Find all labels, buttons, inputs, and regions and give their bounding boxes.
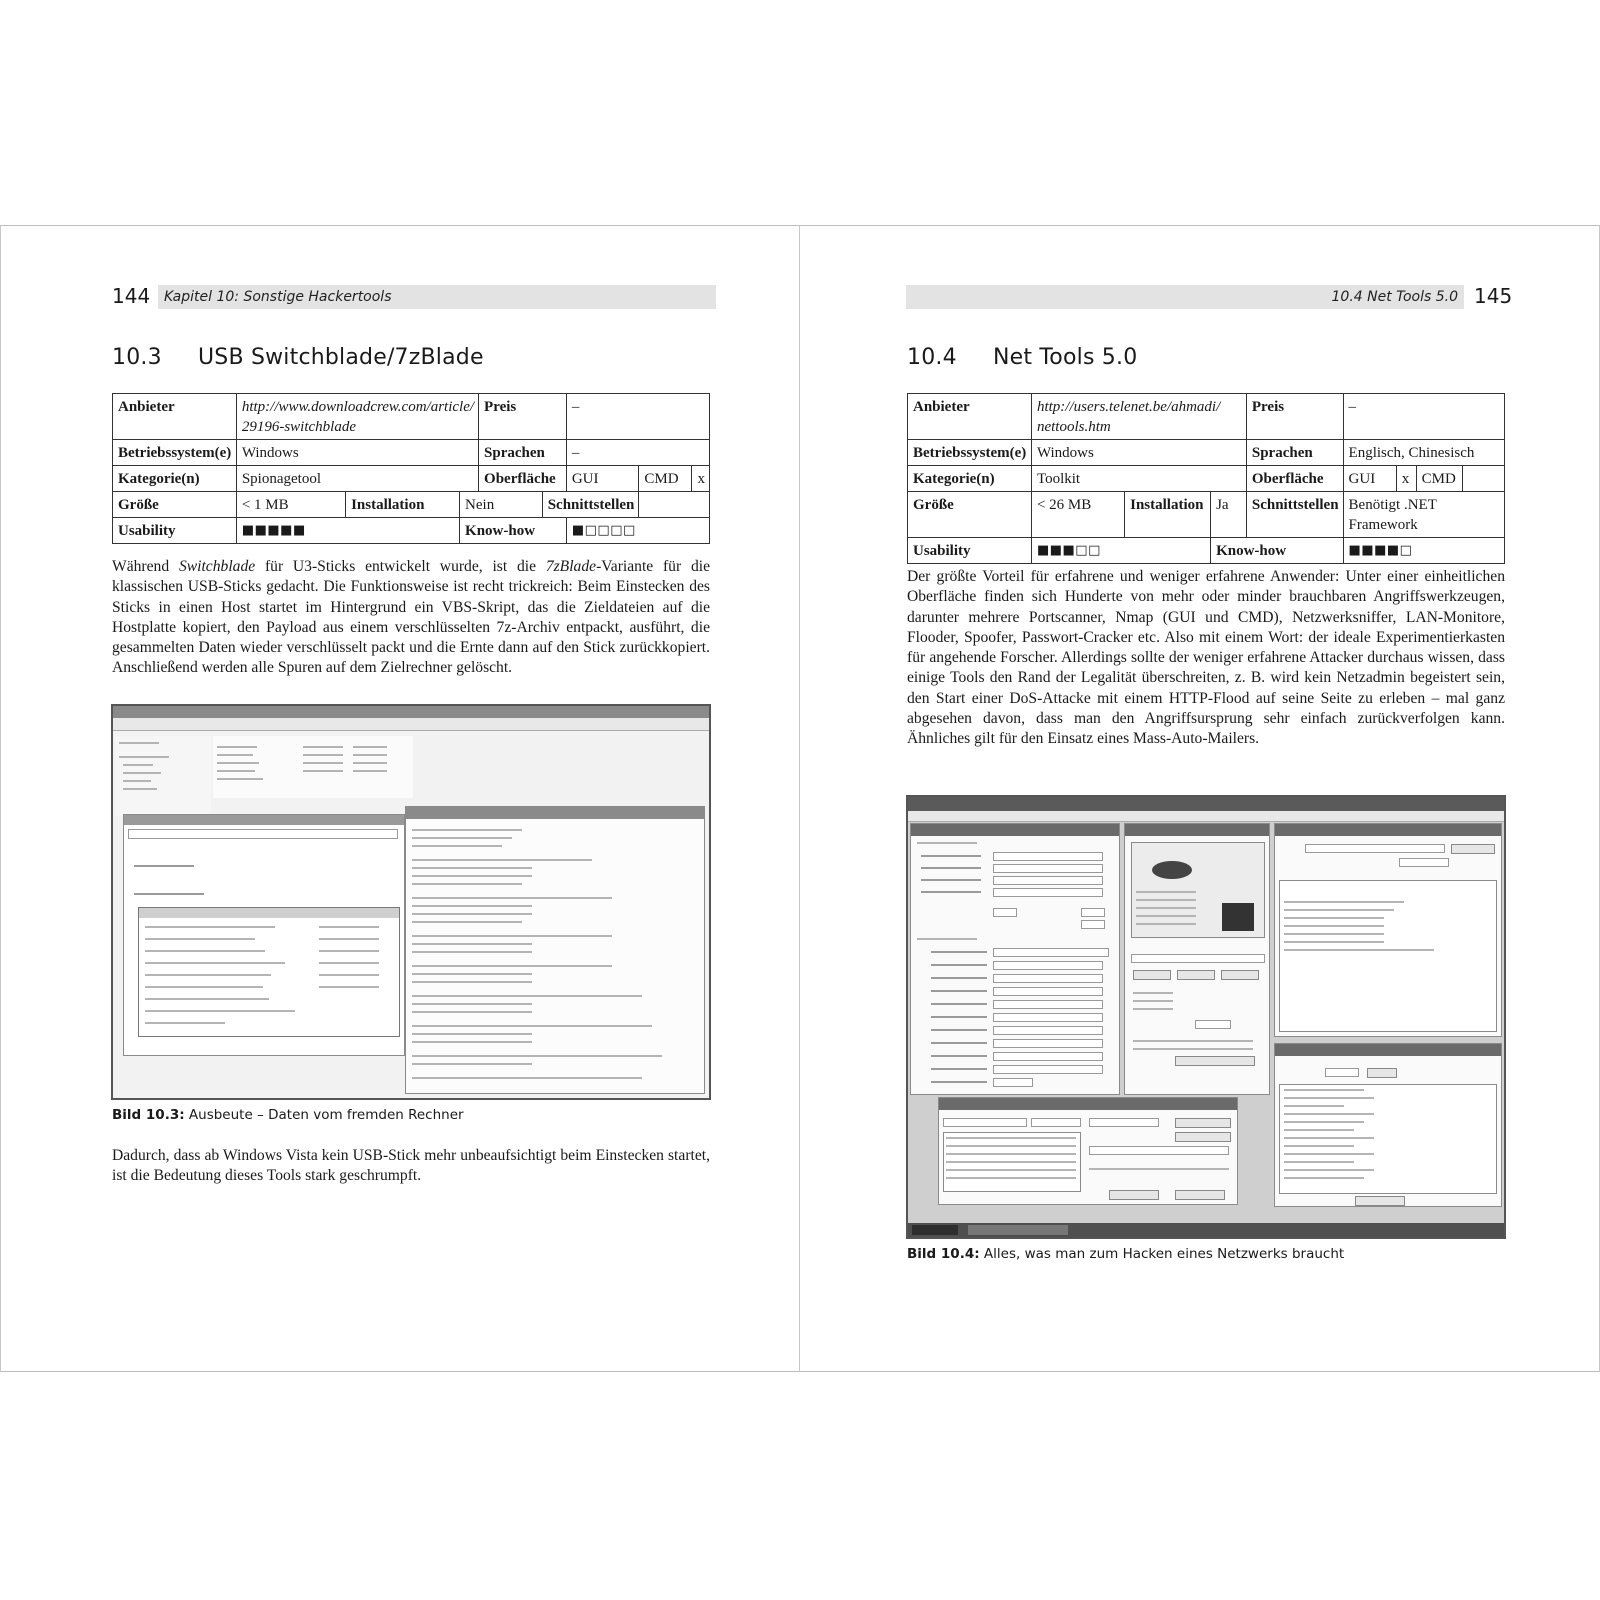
value-sprachen: –: [566, 440, 709, 466]
running-header-left: [112, 283, 716, 309]
whois-mx-panel: [1274, 823, 1502, 1037]
browser-window: [123, 814, 405, 1056]
label-anbieter: Anbieter: [908, 394, 1032, 440]
section-title: USB Switchblade/7zBlade: [198, 345, 484, 370]
explorer-sidebar: [115, 736, 211, 816]
nettools-menubar: [908, 811, 1504, 822]
value-schnittstellen: Benötigt .NET Framework: [1343, 492, 1504, 538]
packet-generator-panel: [938, 1097, 1238, 1205]
label-preis: Preis: [479, 394, 567, 440]
explorer-file-list: [213, 736, 413, 798]
label-installation: Installation: [1125, 492, 1211, 538]
label-betriebssystem: Betriebssystem(e): [908, 440, 1032, 466]
anbieter-url[interactable]: http://www.downloadcrew.com/article/ 29196-switchblade: [236, 394, 478, 440]
screenshot-figure-10-3: [111, 704, 711, 1100]
value-groesse: < 1 MB: [236, 492, 345, 518]
taskbar: [908, 1223, 1504, 1237]
label-schnittstellen: Schnittstellen: [542, 492, 639, 518]
label-groesse: Größe: [908, 492, 1032, 538]
value-usability: ■■■□□: [1031, 538, 1210, 564]
tool-info-table: [112, 393, 710, 544]
label-knowhow: Know-how: [1211, 538, 1343, 564]
screenshot-figure-10-4: [906, 795, 1506, 1239]
value-preis: –: [1343, 394, 1504, 440]
label-usability: Usability: [113, 518, 237, 544]
label-betriebssystem: Betriebssystem(e): [113, 440, 237, 466]
value-knowhow: ■■■■□: [1343, 538, 1504, 564]
label-kategorie: Kategorie(n): [113, 466, 237, 492]
mass-visit-panel: [1124, 823, 1270, 1095]
value-preis: –: [566, 394, 709, 440]
value-installation: Nein: [460, 492, 543, 518]
tool-info-table: [907, 393, 1505, 564]
right-page: [800, 225, 1599, 1372]
label-cmd: CMD: [639, 466, 692, 492]
value-groesse: < 26 MB: [1031, 492, 1124, 538]
label-schnittstellen: Schnittstellen: [1246, 492, 1343, 538]
section-heading: [112, 345, 484, 370]
paragraph-vista: Dadurch, dass ab Windows Vista kein USB-Stick mehr unbeaufsichtigt beim Einstecken startet, ist die Bedeutung dieses Tools stark geschrumpft.: [112, 1147, 710, 1185]
tcpip-config-panel: [910, 823, 1120, 1095]
value-cmd: [1462, 466, 1504, 492]
port-list-panel: [1274, 1043, 1502, 1207]
label-kategorie: Kategorie(n): [908, 466, 1032, 492]
figure-caption-10-3: Bild 10.3: Ausbeute – Daten vom fremden Rechner: [112, 1107, 464, 1123]
label-installation: Installation: [346, 492, 460, 518]
running-header-right: [906, 283, 1513, 309]
label-sprachen: Sprachen: [479, 440, 567, 466]
explorer-titlebar: [113, 706, 709, 718]
value-gui: x: [1396, 466, 1416, 492]
label-gui: GUI: [1343, 466, 1396, 492]
label-usability: Usability: [908, 538, 1032, 564]
label-knowhow: Know-how: [460, 518, 567, 544]
running-head-title: Kapitel 10: Sonstige Hackertools: [158, 285, 716, 309]
figure-caption-10-4: Bild 10.4: Alles, was man zum Hacken eines Netzwerks braucht: [907, 1246, 1345, 1262]
value-betriebssystem: Windows: [1031, 440, 1246, 466]
section-number: 10.3: [112, 345, 162, 370]
label-oberflaeche: Oberfläche: [479, 466, 567, 492]
section-number: 10.4: [907, 345, 957, 370]
label-oberflaeche: Oberfläche: [1246, 466, 1343, 492]
editor-window: [405, 806, 705, 1094]
left-page: [0, 225, 799, 1372]
value-schnittstellen: [639, 492, 710, 518]
value-cmd: x: [692, 466, 710, 492]
value-betriebssystem: Windows: [236, 440, 478, 466]
section-title: Net Tools 5.0: [993, 345, 1138, 370]
label-sprachen: Sprachen: [1246, 440, 1343, 466]
page-number: 144: [112, 284, 151, 308]
paragraph-switchblade: Während Switchblade für U3-Sticks entwickelt wurde, ist die 7zBlade-Variante für die klassischen USB-Sticks gedacht. Die Funktionsweise ist recht trickreich: Beim Einstecken des Sticks in einen Host startet im Hintergrund ein VBS-Skript, das die Zieldateien auf die Hostplatte kopiert, den Payload aus einem verschlüsselten 7z-Archiv entpackt, ausführt, die gesammelten Daten wieder verschlüsselt packt und die Ernte dann auf den Stick zurückkopiert. Anschließend werden alle Spuren auf dem Zielrechner gelöscht.: [112, 558, 711, 677]
explorer-menubar: [113, 718, 709, 731]
paragraph-nettools: Der größte Vorteil für erfahrene und weniger erfahrene Anwender: Unter einer einheitlichen Oberfläche finden sich Hunderte von mehr oder minder brauchbaren Angriffswerkzeugen, darunter mehrere Portscanner, Nmap (GUI und CMD), Netzwerksniffer, LAN-Monitore, Flooder, Spoofer, Passwort-Cracker etc. Also mit einem Wort: der ideale Experimentierkasten für angehende Forscher. Allerdings sollte der weniger erfahrene Attacker durchaus wissen, dass einige Tools den Rand der Legalität überschreiten, z. B. wird kein Netzadmin begeistert sein, den Start einer DoS-Attacke mit einem HTTP-Flood auf seine Seite zu erleben – mal ganz abgesehen davon, dass man den Angriffsursprung sehr einfach zurückverfolgen kann. Ähnliches gilt für den Einsatz eines Mass-Auto-Mailers.: [907, 568, 1505, 748]
value-sprachen: Englisch, Chinesisch: [1343, 440, 1504, 466]
anbieter-url[interactable]: http://users.telenet.be/ahmadi/ nettools.htm: [1031, 394, 1246, 440]
page-number: 145: [1474, 284, 1513, 308]
running-head-title: 10.4 Net Tools 5.0: [906, 285, 1464, 309]
label-cmd: CMD: [1416, 466, 1462, 492]
label-groesse: Größe: [113, 492, 237, 518]
label-anbieter: Anbieter: [113, 394, 237, 440]
value-kategorie: Spionagetool: [236, 466, 478, 492]
nettools-titlebar: [908, 797, 1504, 811]
value-installation: Ja: [1211, 492, 1247, 538]
label-preis: Preis: [1246, 394, 1343, 440]
label-gui: GUI: [566, 466, 639, 492]
value-kategorie: Toolkit: [1031, 466, 1246, 492]
value-knowhow: ■□□□□: [566, 518, 709, 544]
section-heading: [907, 345, 1137, 370]
value-usability: ■■■■■: [236, 518, 459, 544]
